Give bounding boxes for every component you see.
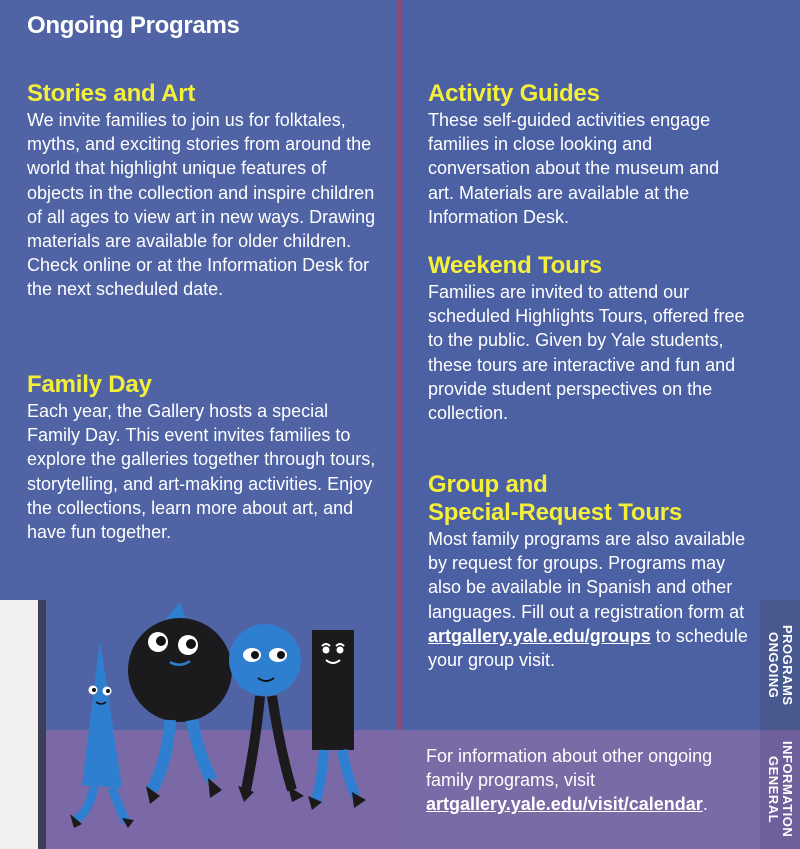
fold-line [398, 0, 401, 730]
section-title: Activity Guides [428, 80, 600, 107]
characters-illustration [60, 600, 380, 849]
page-edge-shadow [38, 600, 46, 849]
info-text: For information about other ongoing family programs, visit [426, 746, 713, 790]
section-title: Weekend Tours [428, 252, 602, 279]
section-group-tours [428, 471, 753, 672]
page-edge [0, 600, 42, 849]
section-title: Family Day [27, 371, 152, 398]
section-body [428, 527, 753, 672]
info-period: . [702, 794, 708, 814]
round-character [128, 602, 232, 804]
group-tours-text-after: to schedule your group visit. [428, 625, 748, 671]
calendar-link[interactable]: artgallery.yale.edu/visit/calendar [426, 794, 703, 814]
section-title-line2: Special-Request Tours [428, 499, 683, 526]
tab-label-line1: GENERAL [766, 755, 781, 824]
group-tours-text: Most family programs are also available by request for groups. Programs may also be available in Spanish and other languages. Fill out a registration form at [428, 529, 746, 622]
section-activity-guides [428, 80, 748, 229]
section-body: We invite families to join us for folktales, myths, and exciting stories from around the world that highlight unique features of objects in the collection and inspire children of all ages to view art in new ways. Drawing materials are available for older children. Check online or at the Information Desk for the next scheduled date. [27, 110, 376, 300]
section-body: Each year, the Gallery hosts a special Family Day. This event invites families to explore the galleries together through tours, storytelling, and art-making activities. Enjoy the collections, learn more about art, and have fun together. [27, 401, 376, 543]
tab-label-line2: INFORMATION [780, 741, 795, 838]
tab-label-line2: PROGRAMS [780, 624, 795, 706]
rectangle-character [308, 630, 366, 810]
section-title: Stories and Art [27, 80, 196, 107]
section-weekend-tours [428, 252, 748, 425]
tab-ongoing-programs[interactable] [760, 600, 800, 730]
section-stories-and-art [27, 80, 377, 302]
tab-general-information[interactable] [760, 730, 800, 849]
page-title: Ongoing Programs [27, 12, 240, 39]
tab-label-line1: ONGOING [766, 631, 781, 699]
section-title-line1: Group and [428, 471, 548, 498]
groups-link[interactable]: artgallery.yale.edu/groups [428, 625, 651, 646]
info-box [426, 744, 746, 816]
cone-character [70, 640, 134, 828]
section-body: Families are invited to attend our scheduled Highlights Tours, offered free to the public. Given by Yale students, these tours are interactive and fun and provide student perspectives on the collection. [428, 282, 745, 424]
blue-circle-character [229, 624, 304, 802]
section-family-day [27, 371, 377, 544]
section-body: These self-guided activities engage families in close looking and conversation about the museum and art. Materials are available at the Information Desk. [428, 110, 720, 227]
